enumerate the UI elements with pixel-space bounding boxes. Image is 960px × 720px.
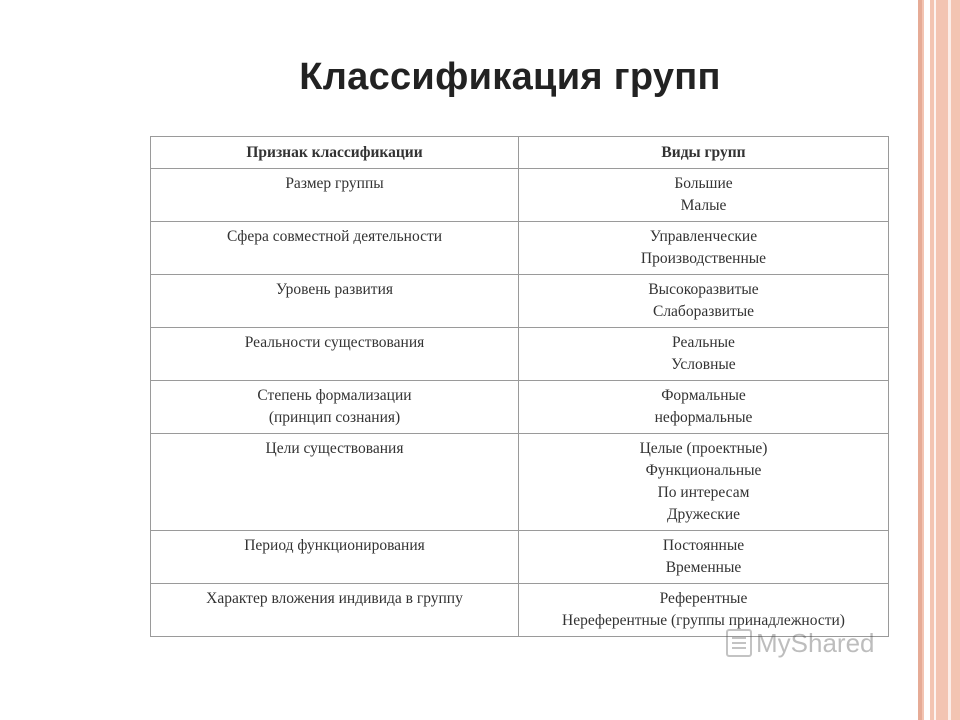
criterion-cell bbox=[151, 275, 519, 328]
criterion-text: (принцип сознания) bbox=[268, 409, 401, 426]
table-header-row bbox=[151, 137, 889, 169]
group-type-text: Условные bbox=[671, 356, 736, 373]
group-type-text: Постоянные bbox=[662, 537, 745, 554]
criterion-text: Период функционирования bbox=[244, 537, 425, 554]
watermark-text: MyShared bbox=[756, 627, 875, 658]
presentation-board-icon bbox=[726, 629, 752, 657]
criterion-text: Реальности существования bbox=[244, 334, 425, 351]
table-row bbox=[151, 434, 889, 531]
group-types-cell bbox=[519, 381, 889, 434]
criterion-cell bbox=[151, 434, 519, 531]
group-type-text: Дружеские bbox=[666, 506, 741, 523]
criterion-text: Степень формализации bbox=[257, 387, 412, 404]
criterion-text: Цели существования bbox=[265, 440, 404, 457]
group-type-text: Большие bbox=[674, 175, 733, 192]
group-type-text: Высокоразвитые bbox=[648, 281, 759, 298]
group-type-text: Производственные bbox=[640, 250, 767, 267]
group-type-text: По интересам bbox=[657, 484, 750, 501]
group-types-cell bbox=[519, 328, 889, 381]
criterion-cell bbox=[151, 328, 519, 381]
group-type-text: Функциональные bbox=[645, 462, 762, 479]
table-row bbox=[151, 222, 889, 275]
group-types-cell bbox=[519, 275, 889, 328]
group-types-cell bbox=[519, 531, 889, 584]
group-type-text: неформальные bbox=[654, 409, 753, 426]
group-type-text: Целые (проектные) bbox=[639, 440, 768, 457]
criterion-cell bbox=[151, 584, 519, 637]
group-type-text: Управленческие bbox=[649, 228, 758, 245]
slide-title: Классификация групп bbox=[299, 56, 721, 98]
criterion-cell bbox=[151, 381, 519, 434]
header-criterion: Признак классификации bbox=[151, 137, 519, 169]
group-type-text: Формальные bbox=[661, 387, 746, 404]
criterion-text: Характер вложения индивида в группу bbox=[206, 590, 463, 607]
table-row bbox=[151, 328, 889, 381]
group-type-text: Референтные bbox=[659, 590, 748, 607]
table-row bbox=[151, 381, 889, 434]
criterion-text: Сфера совместной деятельности bbox=[226, 228, 443, 245]
watermark bbox=[726, 626, 875, 660]
group-type-text: Реальные bbox=[672, 334, 735, 351]
decorative-right-border bbox=[918, 0, 960, 720]
group-types-cell bbox=[519, 222, 889, 275]
group-type-text: Нереферентные (группы принадлежности) bbox=[562, 612, 845, 629]
classification-table bbox=[150, 136, 889, 637]
criterion-text: Размер группы bbox=[285, 175, 384, 192]
table-row bbox=[151, 275, 889, 328]
table-body bbox=[151, 169, 889, 637]
criterion-text: Уровень развития bbox=[275, 281, 394, 298]
group-type-text: Малые bbox=[680, 197, 727, 214]
group-types-cell bbox=[519, 169, 889, 222]
group-type-text: Временные bbox=[665, 559, 742, 576]
header-group-types: Виды групп bbox=[519, 137, 889, 169]
criterion-cell bbox=[151, 169, 519, 222]
group-types-cell bbox=[519, 434, 889, 531]
criterion-cell bbox=[151, 222, 519, 275]
table-row bbox=[151, 169, 889, 222]
criterion-cell bbox=[151, 531, 519, 584]
table-row bbox=[151, 531, 889, 584]
group-type-text: Слаборазвитые bbox=[652, 303, 755, 320]
